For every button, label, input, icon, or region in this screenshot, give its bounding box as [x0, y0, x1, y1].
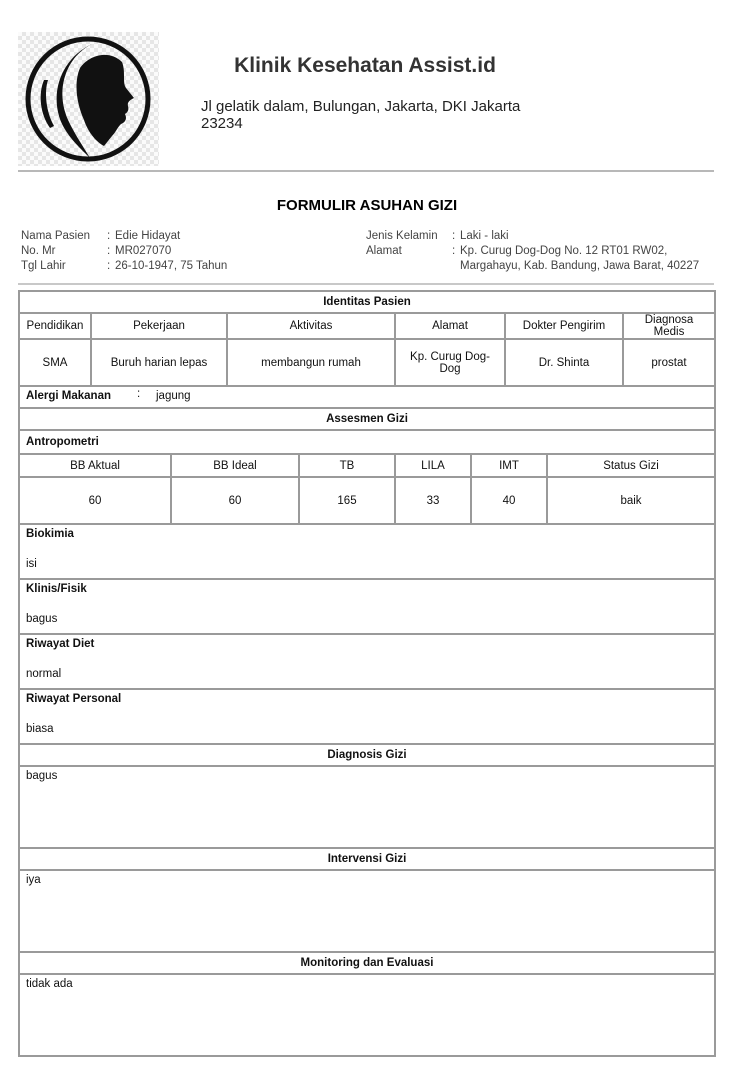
identitas-title: Identitas Pasien [19, 291, 715, 313]
antropometri-row [19, 430, 715, 454]
klinis-label: Klinis/Fisik [26, 583, 87, 595]
riwayat-diet-value: normal [26, 668, 62, 680]
klinis-row [19, 579, 715, 634]
col-diagnosa-medis: Diagnosa Medis [623, 313, 715, 339]
address-line-1: Kp. Curug Dog-Dog No. 12 RT01 RW02, [460, 245, 668, 257]
biokimia-row [19, 524, 715, 579]
col-pekerjaan: Pekerjaan [91, 313, 227, 339]
allergy-separator: : [137, 388, 141, 400]
intervensi-value-row [19, 870, 715, 952]
mr-separator: : [107, 245, 111, 257]
info-divider [18, 283, 714, 285]
col-imt: IMT [471, 454, 547, 477]
val-status-gizi: baik [547, 477, 715, 524]
antropometri-value-row [19, 477, 715, 524]
col-bb-aktual: BB Aktual [19, 454, 171, 477]
klinis-value: bagus [26, 613, 58, 625]
col-bb-ideal: BB Ideal [171, 454, 299, 477]
intervensi-header-row [19, 848, 715, 870]
monitoring-value: tidak ada [19, 974, 715, 1056]
klinis-cell [19, 579, 715, 634]
clinic-logo [18, 32, 159, 166]
col-pendidikan: Pendidikan [19, 313, 91, 339]
clinic-name: Klinik Kesehatan Assist.id [234, 54, 496, 77]
val-bb-ideal: 60 [171, 477, 299, 524]
val-imt: 40 [471, 477, 547, 524]
address-label: Alamat [366, 245, 402, 257]
riwayat-personal-label: Riwayat Personal [26, 693, 122, 705]
mr-label: No. Mr [21, 245, 56, 257]
val-diagnosa-medis: prostat [623, 339, 715, 386]
form-title: FORMULIR ASUHAN GIZI [276, 197, 458, 214]
riwayat-diet-label: Riwayat Diet [26, 638, 95, 650]
address-line-2: Margahayu, Kab. Bandung, Jawa Barat, 40227 [460, 260, 700, 272]
val-dokter-pengirim: Dr. Shinta [505, 339, 623, 386]
dob-label: Tgl Lahir [21, 260, 66, 272]
assesmen-header-row [19, 408, 715, 430]
dob-separator: : [107, 260, 111, 272]
identitas-header-row [19, 291, 715, 313]
clinic-address: Jl gelatik dalam, Bulungan, Jakarta, DKI Jakarta 23234 [201, 98, 521, 132]
date-of-birth: 26-10-1947, 75 Tahun [115, 260, 228, 272]
allergy-label: Alergi Makanan [26, 390, 111, 402]
col-aktivitas: Aktivitas [227, 313, 395, 339]
assesmen-title: Assesmen Gizi [19, 408, 715, 430]
col-lila: LILA [395, 454, 471, 477]
medical-record-number: MR027070 [115, 245, 172, 257]
biokimia-cell [19, 524, 715, 579]
val-aktivitas: membangun rumah [227, 339, 395, 386]
diagnosis-title: Diagnosis Gizi [19, 744, 715, 766]
riwayat-personal-cell [19, 689, 715, 744]
col-tb: TB [299, 454, 395, 477]
gender: Laki - laki [460, 230, 509, 242]
val-bb-aktual: 60 [19, 477, 171, 524]
identitas-column-row [19, 313, 715, 339]
patient-info-right [366, 229, 714, 275]
allergy-value: jagung [156, 390, 191, 402]
patient-info-left [21, 229, 351, 275]
header-divider [18, 170, 714, 172]
gender-label: Jenis Kelamin [366, 230, 438, 242]
col-dokter-pengirim: Dokter Pengirim [505, 313, 623, 339]
diagnosis-header-row [19, 744, 715, 766]
monitoring-value-row [19, 974, 715, 1056]
diagnosis-value: bagus [19, 766, 715, 848]
val-alamat: Kp. Curug Dog-Dog [395, 339, 505, 386]
val-tb: 165 [299, 477, 395, 524]
name-separator: : [107, 230, 111, 242]
name-label: Nama Pasien [21, 230, 91, 242]
antropometri-column-row [19, 454, 715, 477]
col-status-gizi: Status Gizi [547, 454, 715, 477]
val-lila: 33 [395, 477, 471, 524]
patient-name: Edie Hidayat [115, 230, 181, 242]
biokimia-value: isi [26, 558, 37, 570]
biokimia-label: Biokimia [26, 528, 74, 540]
antropometri-label: Antropometri [19, 430, 715, 454]
nutrition-care-table [18, 290, 716, 1057]
allergy-row [19, 386, 715, 408]
val-pendidikan: SMA [19, 339, 91, 386]
monitoring-header-row [19, 952, 715, 974]
woman-profile-logo-icon [18, 32, 159, 166]
riwayat-personal-row [19, 689, 715, 744]
val-pekerjaan: Buruh harian lepas [91, 339, 227, 386]
identitas-value-row [19, 339, 715, 386]
riwayat-personal-value: biasa [26, 723, 54, 735]
gender-separator: : [452, 230, 456, 242]
allergy-cell [19, 386, 715, 408]
col-alamat: Alamat [395, 313, 505, 339]
riwayat-diet-row [19, 634, 715, 689]
intervensi-value: iya [19, 870, 715, 952]
intervensi-title: Intervensi Gizi [19, 848, 715, 870]
monitoring-title: Monitoring dan Evaluasi [19, 952, 715, 974]
riwayat-diet-cell [19, 634, 715, 689]
diagnosis-value-row [19, 766, 715, 848]
address-separator: : [452, 245, 456, 257]
